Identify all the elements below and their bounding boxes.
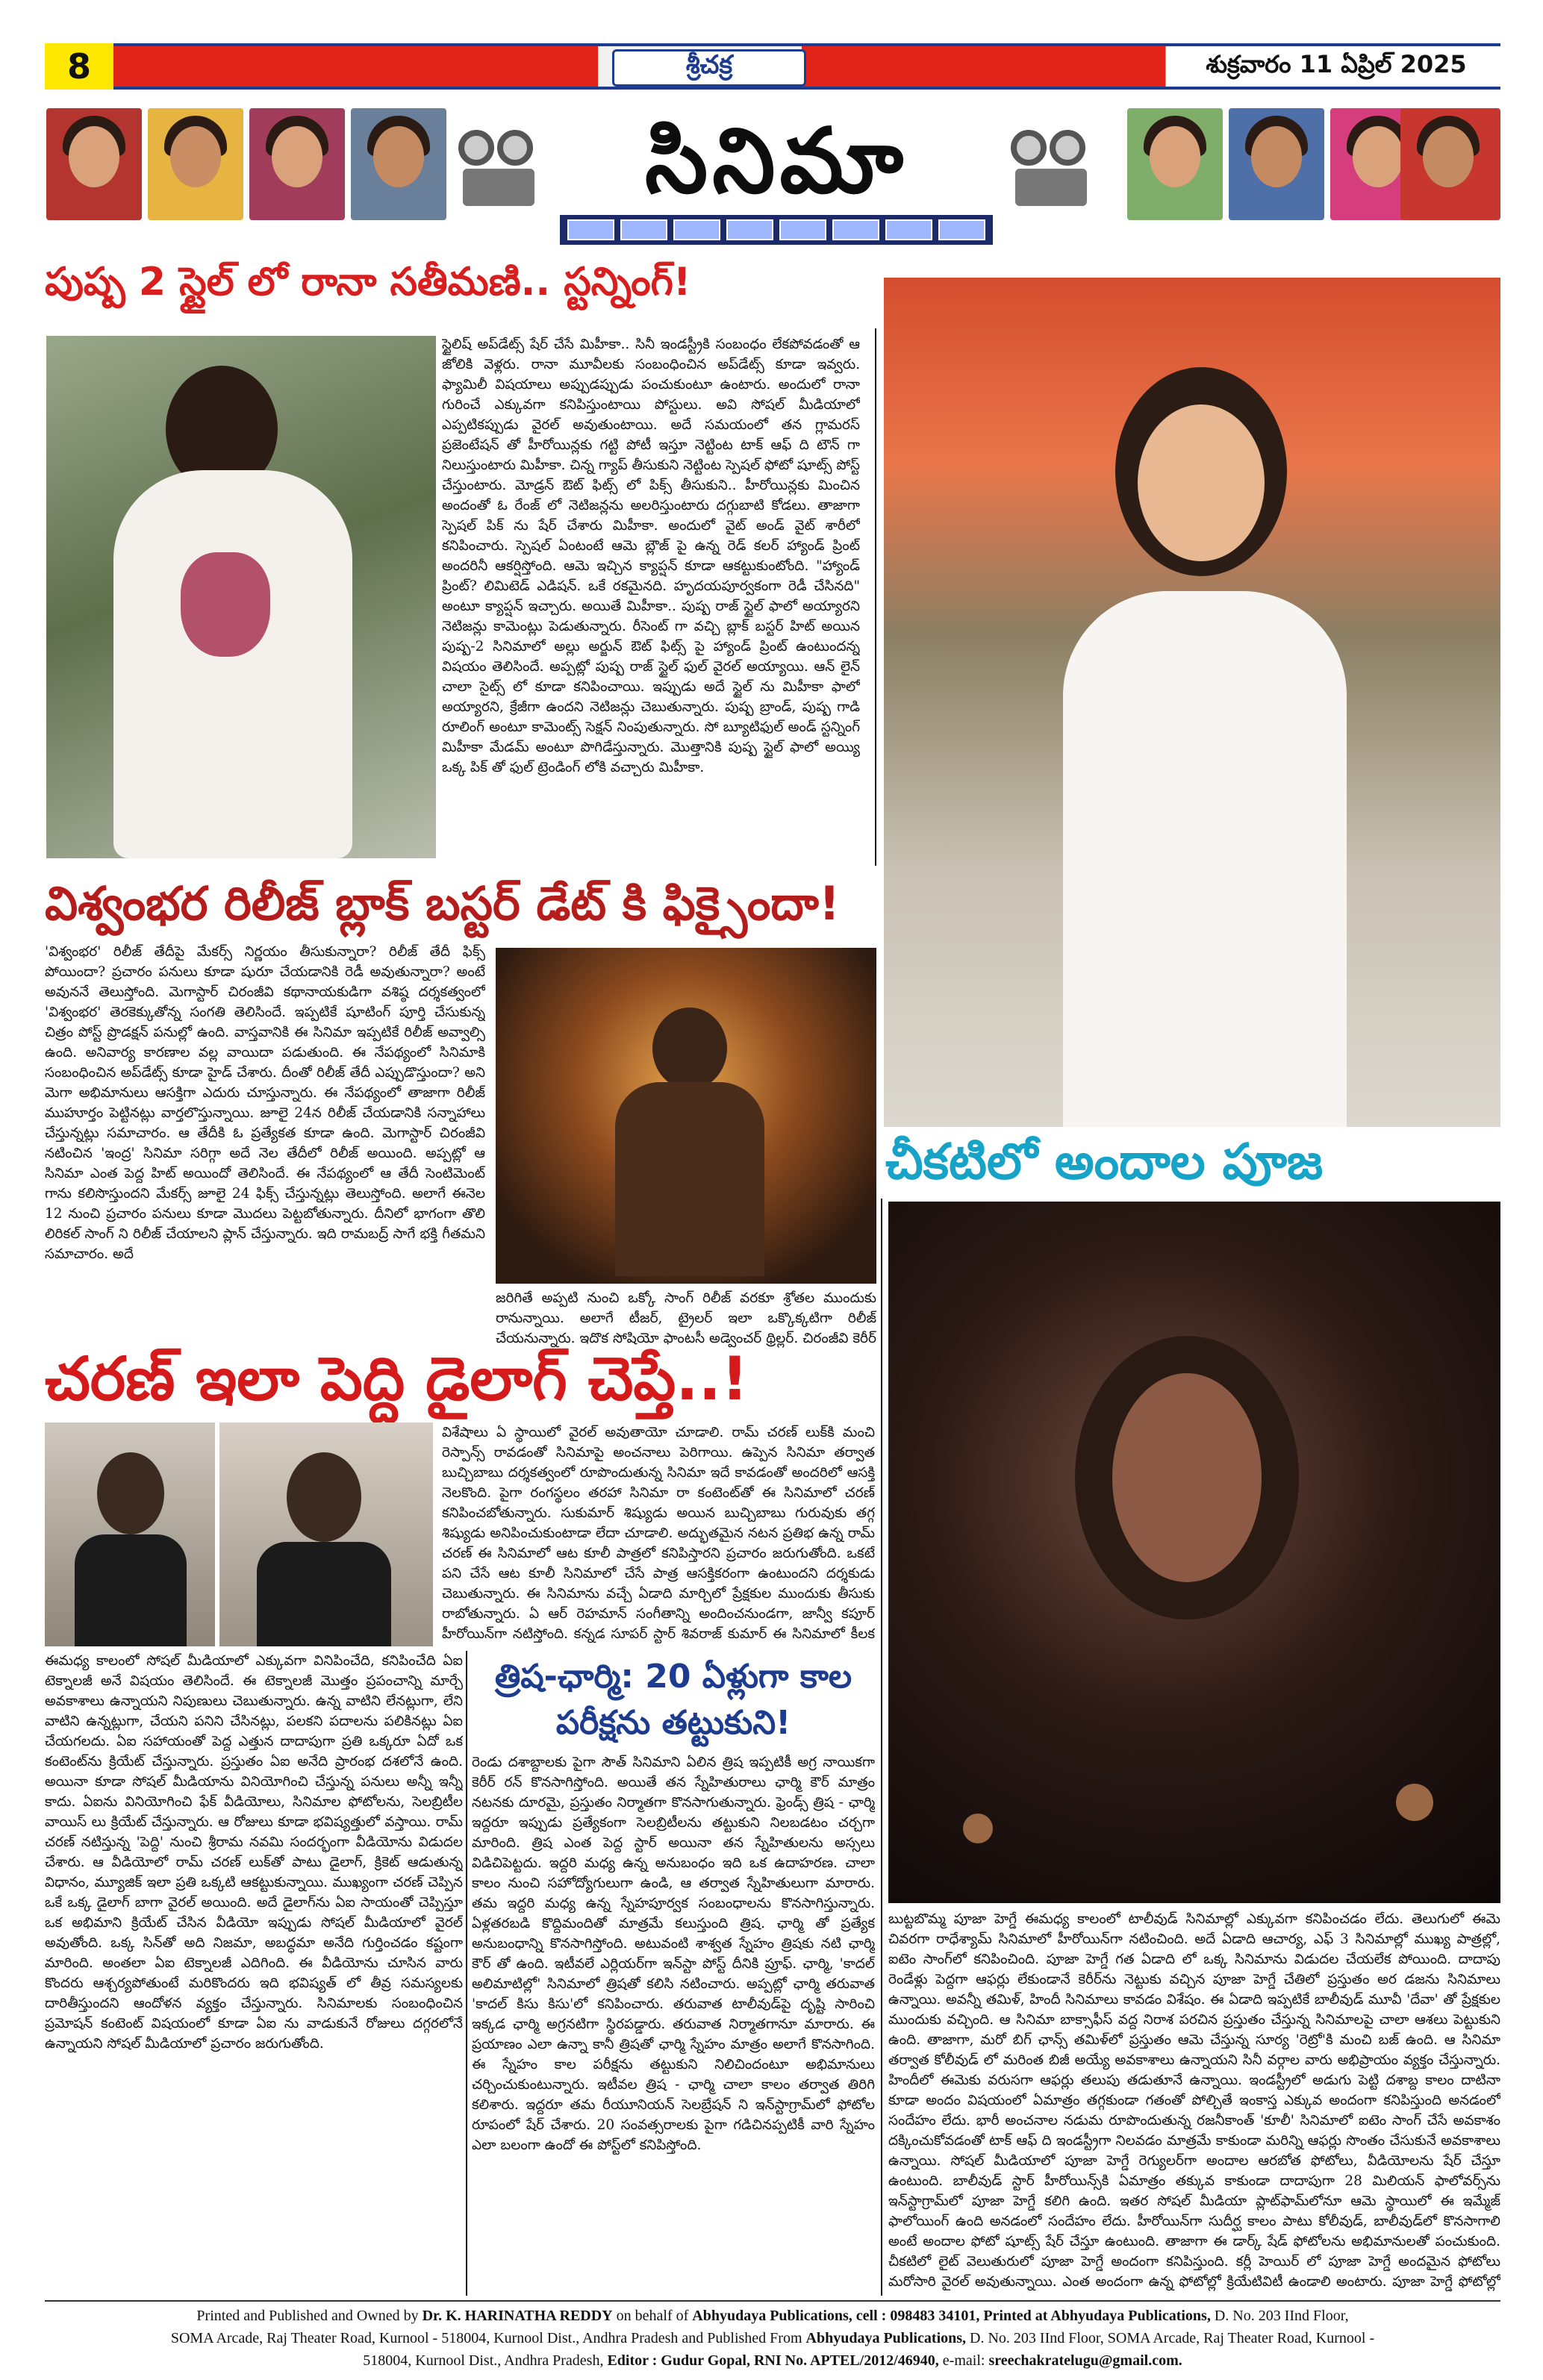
newspaper-logo: శ్రీచక్ర [612,49,806,87]
article1-body: స్టైలిష్ అప్‌డేట్స్ షేర్ చేసే మిహీకా.. సినీ ఇండస్ట్రీకి సంబంధం లేకపోవడంతో ఆ జోలికి వెళ్లరు. రానా మూవీలకు సంబంధించిన అప్‌డేట్స్ కూడా ఇవ్వరు. ఫ్యామిలీ విషయాలు అప్పుడప్పుడు పంచుకుంటూ ఉంటారు. అందులో రానా గురించే ఎక్కువగా కనిపిస్తుంటాయి పోస్టులు. అవి సోషల్ మీడియాలో ఎప్పటికప్పుడు వైరల్ అవుతుంటాయి. అదే సమయంలో తన గ్లామరస్ ప్రజెంటేషన్ తో హీరోయిన్లకు గట్టి పోటీ ఇస్తూ నెట్టింట టాక్ ఆఫ్ ది టౌన్ గా నిలుస్తుంటారు మిహీకా. చిన్న గ్యాప్ తీసుకుని నెట్టింట స్పెషల్ ఫోటో షూట్స్ పోస్ట్ చేస్తుంటారు. మోడ్రన్ ఔట్ ఫిట్స్ లో పిక్స్ తీసుకుని.. హీరోయిన్లకు మించిన అందంతో ఓ రేంజ్ లో నెటిజన్లను అలరిస్తుంటారు దగ్గుబాటి కోడలు. తాజాగా స్పెషల్ పిక్ ను షేర్ చేశారు మిహీకా. అందులో వైట్ అండ్ వైట్ శారీలో కనిపించారు. స్పెషల్ ఏంటంటే ఆమె బ్లౌజ్ పై ఉన్న రెడ్ కలర్ హ్యాండ్ ప్రింట్ అందరినీ ఆకర్షిస్తోంది. ఆమె ఇచ్చిన క్యాప్షన్ కూడా ఆకట్టుకుంటోంది. "హ్యాండ్ ప్రింట్? లిమిటెడ్ ఎడిషన్. ఒకే రకమైనది. హృదయపూర్వకంగా రెడీ చేసినది" అంటూ క్యాప్షన్ ఇచ్చారు. అయితే మిహీకా.. పుష్ప రాజ్ స్టైల్ ఫాలో అయ్యారని నెటిజన్లు కామెంట్లు పెడుతున్నారు. రీసెంట్ గా వచ్చి బ్లాక్ బస్టర్ హిట్ అయిన పుష్ప-2 సినిమాలో అల్లు అర్జున్ ఔట్ ఫిట్స్ పై హ్యాండ్ ప్రింట్ ఉంటుందన్న విషయం తెలిసిందే. అప్పట్లో పుష్ప రాజ్ స్టైల్ ఫుల్ వైరల్ అయ్యాయి. ఆన్ లైన్ చాలా సైట్స్ లో కూడా కనిపించాయి. ఇప్పుడు అదే స్టైల్ ను మిహీకా ఫాలో అయ్యారని, క్రేజీగా ఉందని నెటిజన్లు చెబుతున్నారు. పుష్ప బ్రాండ్, పుష్ప గాడి రూలింగ్ అంటూ కామెంట్స్ సెక్షన్ నింపుతున్నారు. సో బ్యూటిఫుల్ అండ్ స్టన్నింగ్ మిహీకా మేడమ్ అంటూ పొగిడేస్తున్నారు. మొత్తానికి పుష్ప స్టైల్ ఫాలో అయ్యి ఒక్క పిక్ తో ఫుల్ ట్రెండింగ్ లోకి వచ్చారు మిహీకా. [442,337,860,775]
celebrity-thumbnail [148,108,243,220]
article5-headline: త్రిష-ఛార్మి: 20 ఏళ్లుగా కాల పరీక్షను తట్టుకుని! [494,1658,852,1742]
section-title: సినిమా [645,110,908,213]
column-divider [881,1199,882,2296]
issue-date: శుక్రవారం 11 ఏప్రిల్ 2025 [1206,50,1467,78]
footer-line-2: SOMA Arcade, Raj Theater Road, Kurnool - 518004, Kurnool Dist., Andhra Pradesh and Published From Abhyudaya Publications, D. No. 203 IInd Floor, SOMA Arcade, Raj Theater Road, Kurnool - [170,2330,1375,2346]
article3-headline: చీకటిలో అందాల పూజ [885,1133,1324,1190]
filmstrip-decoration [560,215,993,245]
article2-headline: విశ్వంభర రిలీజ్ బ్లాక్ బస్టర్ డేట్ కి ఫిక్సైందా! [45,876,841,931]
cinema-section-banner [448,103,1105,252]
actress-photo-white-dress [884,278,1500,1127]
pooja-hegde-dark-photo [888,1202,1500,1903]
celebrity-thumbnail [249,108,345,220]
ram-charan-photo [45,1422,215,1646]
film-projector-icon [455,130,545,212]
column-divider [875,328,876,866]
article4-body-left: ఈమధ్య కాలంలో సోషల్ మీడియాలో ఎక్కువగా వినిపించేది, కనిపించేది ఏఐ టెక్నాలజీ అనే విషయం తెలిసిందే. ఈ టెక్నాలజీ మొత్తం ప్రపంచాన్ని మార్చే అవకాశాలు ఉన్నాయని నిపుణులు చెబుతున్నారు. ఉన్న వాటిని లేనట్లుగా, లేని వాటిని ఉన్నట్లుగా, చేయని పనిని చేసినట్లు, పలకని పదాలను పలికినట్లు ఏఐ చేయగలదు. ఏఐ సహాయంతో పెద్ద ఎత్తున దాదాపుగా ప్రతి ఒక్కరూ ఏదో ఒక కంటెంట్‌ను క్రియేట్ చేస్తున్నారు. ప్రస్తుతం ఏఐ అనేది ప్రారంభ దశలోనే ఉంది. అయినా కూడా సోషల్ మీడియాను వినియోగించి చేస్తున్న పనులు అన్నీ ఇన్నీ కాదు. ఏఐను వినియోగించి ఫేక్ వీడియోలు, సినిమాల ఫోటోలను, సెలబ్రిటీల వాయిస్ లు క్రియేట్ చేస్తున్నారు. ఆ రోజులు కూడా భవిష్యత్తులో వస్తాయి. రామ్ చరణ్ నటిస్తున్న 'పెద్ది' నుంచి శ్రీరామ నవమి సందర్భంగా వీడియోను విడుదల చేశారు. ఆ వీడియోలో రామ్ చరణ్ లుక్‌తో పాటు డైలాగ్, క్రికెట్ ఆడుతున్న విధానం, మ్యూజిక్ ఇలా ప్రతి ఒక్కటి ఆకట్టుకున్నాయి. ముఖ్యంగా చరణ్ చెప్పిన ఒకే ఒక్క డైలాగ్ బాగా వైరల్ అయింది. అదే డైలాగ్‌ను ఏఐ సాయంతో చెప్పిస్తూ ఒక అభిమాని క్రియేట్ చేసిన వీడియో ఇప్పుడు సోషల్ మీడియాలో వైరల్ అవుతోంది. ఒక్క సిన్‌తో అది నిజమా, అబద్ధమా అనేది గుర్తించడం కష్టంగా మారింది. అంతలా ఏఐ టెక్నాలజీ ఎదిగింది. ఈ వీడియోను చూసిన వారు కొందరు ఆశ్చర్యపోతుంటే మరికొందరు ఇది భవిష్యత్ లో తీవ్ర సమస్యలకు దారితీస్తుందని ఆందోళన వ్యక్తం చేస్తున్నారు. సినిమాలకు సంబంధించిన ప్రమోషన్ కంటెంట్ విషయంలో కూడా ఏఐ ను వాడుకునే రోజులు దగ్గరలోనే ఉన్నాయని సోషల్ మీడియాలో ప్రచారం జరుగుతోంది. [45,1653,463,2052]
article1-headline: పుష్ప 2 స్టైల్ లో రానా సతీమణి.. స్టన్నింగ్! [45,260,691,304]
article3-body: బుట్టబొమ్మ పూజా హెగ్డే ఈమధ్య కాలంలో టాలీవుడ్ సినిమాల్లో ఎక్కువగా కనిపించడం లేదు. తెలుగులో ఈమె చివరగా రాధేశ్యామ్ సినిమాలో హీరోయిన్‌గా నటించింది. అదే ఏడాది ఆచార్య, ఎఫ్ 3 సినిమాల్లో ముఖ్య పాత్రల్లో, ఐటెం సాంగ్‌లో కనిపించింది. పూజా హెగ్డే గత ఏడాది లో ఒక్క సినిమాను విడుదల చేయలేక పోయింది. దాదాపు రెండేళ్లు పెద్దగా ఆఫర్లు లేకుండానే కెరీర్‌ను నెట్టుకు వచ్చిన పూజా హెగ్డే చేతిలో ప్రస్తుతం అర డజను సినిమాలు ఉన్నాయి. అవన్నీ తమిళ్, హిందీ సినిమాలు కావడం విశేషం. ఈ ఏడాది ఇప్పటికే బాలీవుడ్ మూవీ 'దేవా' తో ప్రేక్షకుల ముందుకు వచ్చింది. ఆ సినిమా బాక్సాఫీస్ వద్ద నిరాశ పరచిన ప్రస్తుతం చేస్తున్న సినిమాలపై చాలా ఆశలు పెట్టుకుని ఉంది. తాజాగా, మరో బిగ్ ఛాన్స్ తమిళ్‌లో ప్రస్తుతం ఆమె చేస్తున్న సూర్య 'రెట్రో'కి మంచి బజ్ ఉంది. ఆ సినిమా తర్వాత కోలీవుడ్ లో మరింత బిజీ అయ్యే అవకాశాలు ఉన్నాయని సినీ వర్గాల వారు అభిప్రాయం వ్యక్తం చేస్తున్నారు. హిందీలో ఈమెకు వరుసగా ఆఫర్లు తలుపు తడుతూనే ఉన్నాయి. ఇండస్ట్రీలో అడుగు పెట్టి దశాబ్ద కాలం దాటినా కూడా అందం విషయంలో ఏమాత్రం తగ్గకుండా గతంతో పోల్చితే ఇంకాస్త ఎక్కువ అందంగా కనిపిస్తుంది అనడంలో సందేహం లేదు. భారీ అంచనాల నడుమ రూపొందుతున్న రజనీకాంత్ 'కూలీ' సినిమాలో ఐటెం సాంగ్ చేసే అవకాశం దక్కించుకోవడంతో టాక్ ఆఫ్ ది ఇండస్ట్రీగా నిలవడం మాత్రమే కాకుండా మరిన్ని ఆఫర్లు సొంతం చేసుకునే అవకాశాలు ఉన్నాయి. సోషల్ మీడియాలో పూజా హెగ్డే రెగ్యులర్‌గా అందాల ఆరబోత ఫోటోలు, వీడియోలను షేర్ చేస్తూ ఉంటుంది. బాలీవుడ్ స్టార్ హీరోయిన్స్‌కి ఏమాత్రం తక్కువ కాకుండా దాదాపుగా 28 మిలియన్ ఫాలోవర్స్‌ను ఇన్‌స్టాగ్రామ్‌లో పూజా హెగ్డే కలిగి ఉంది. ఇతర సోషల్ మీడియా ప్లాట్‌ఫామ్‌లోనూ ఆమె స్థాయిలో ఈ ఇమ్మేజ్ ఫాలోయింగ్ ఉంది అనడంలో సందేహం లేదు. హీరోయిన్‌గా సుదీర్ఘ కాలం పాటు కోలీవుడ్, బాలీవుడ్‌లో కొనసాగాలి అంటే అందాల ఫోటో షూట్స్ షేర్ చేస్తూ ఉంటుంది. తాజాగా ఈ డార్క్ షేడ్ ఫోటోలను అభిమానులతో పంచుకుంది. చీకటిలో లైట్ వెలుతురులో పూజా హెగ్డే అందంగా కనిపిస్తుంది. కర్లీ హెయిర్ లో పూజా హెగ్డే అందమైన ఫోటోలు మరోసారి వైరల్ అవుతున్నాయి. ఎంత అందంగా ఉన్న ఫోటోల్లో క్రియేటివిటీ ఉండాలి అంటారు. పూజా హెగ్డే ఫోటోల్లో [888,1911,1500,2290]
vishwambhara-poster [496,948,876,1284]
article2-body-right: జరిగితే అప్పటి నుంచి ఒక్కో సాంగ్ రిలీజ్ వరకూ శ్రోతల ముందుకు రానున్నాయి. అలాగే టీజర్, ట్రైలర్ ఇలా ఒక్కొక్కటిగా రిలీజ్ చేయనున్నారు. ఇదొక సోషియో ఫాంటసీ అడ్వెంచర్ థ్రిల్లర్. చిరంజీవి కెరీర్ [496,1290,876,1346]
footer-imprint [45,2300,1500,2375]
ram-charan-photo-2 [219,1422,433,1646]
article5-body: రెండు దశాబ్దాలకు పైగా సౌత్ సినిమాని ఏలిన త్రిష ఇప్పటికీ అగ్ర నాయికగా కెరీర్ రన్ కొనసాగిస్తోంది. అయితే తన స్నేహితురాలు ఛార్మి కౌర్ మాత్రం నటనకు దూరమై, ప్రస్తుతం నిర్మాతగా కొనసాగుతున్నారు. ఫ్రెండ్స్ త్రిష - ఛార్మి ఇద్దరూ ఇప్పుడు ప్రత్యేకంగా సెలబ్రిటీలను తట్టుకుని నిలబడటం చర్చగా మారింది. త్రిష ఎంత పెద్ద స్టార్ అయినా తన స్నేహితులను అస్సలు విడిచిపెట్టదు. ఇద్దరి మధ్య ఉన్న అనుబంధం ఇది ఒక ఉదాహరణ. చాలా కాలం నుంచి సహోద్యోగులుగా ఉండి, ఆ తర్వాత స్నేహితులుగా మారారు. తమ ఇద్దరి మధ్య ఉన్న స్నేహపూర్వక సంబంధాలను కొనసాగిస్తున్నారు. ఏళ్లతరబడి కొద్దిమందితో మాత్రమే కలుస్తుంది త్రిష. ఛార్మి తో ప్రత్యేక అనుబంధాన్ని కొనసాగిస్తోంది. అటువంటి శాశ్వత స్నేహం త్రిషకు నటి ఛార్మి కౌర్ తో ఉంది. ఇటీవలే ఎర్లియర్‌గా ఇన్‌స్టా పోస్ట్ దీనికి ప్రూఫ్. ఛార్మి, 'కాదల్ అలిమాటిల్లో' సినిమాలో త్రిషతో కలిసి నటించారు. అప్పట్లో ఛార్మి తరువాత 'కాదల్ కిసు కిసు'లో కనిపించారు. తరువాత టాలీవుడ్‌పై దృష్టి సారించి ఇక్కడ ఛార్మి అగ్రనటిగా స్థిరపడ్డారు. తరువాత నిర్మాతగానూ మారారు. ఈ ప్రయాణం ఎలా ఉన్నా కానీ త్రిషతో ఛార్మి స్నేహం మాత్రం అలాగే కొనసాగింది. ఈ స్నేహం కాల పరీక్షను తట్టుకుని నిలిచిందంటూ అభిమానులు చర్చించుకుంటున్నారు. ఇటీవల త్రిష - ఛార్మి చాలా కాలం తర్వాత తిరిగి కలిశారు. ఇద్దరూ తమ రీయూనియన్ సెలబ్రేషన్ ని ఇన్‌స్టాగ్రామ్‌లో ఫోటోల రూపంలో షేర్ చేశారు. 20 సంవత్సరాలకు పైగా గడిచినప్పటికీ వారి స్నేహం ఎలా బలంగా ఉందో ఈ పోస్ట్‌లో కనిపిస్తోంది. [472,1755,875,2153]
celebrity-thumbnail [1400,108,1500,220]
page-number: 8 [45,43,113,90]
footer-line-1: Printed and Published and Owned by Dr. K. HARINATHA REDDY on behalf of Abhyudaya Publications, cell : 098483 34101, Printed at Abhyudaya Publications, D. No. 203 IInd Floor, [196,2308,1349,2324]
footer-email-link[interactable]: sreechakratelugu@gmail.com. [988,2352,1182,2369]
mihika-photo [46,336,436,858]
hand-print-icon [181,552,270,657]
article4-headline: చరణ్ ఇలా పెద్ది డైలాగ్ చెప్తే..! [45,1344,749,1414]
article4-body-right: విశేషాలు ఏ స్థాయిలో వైరల్ అవుతాయో చూడాలి. రామ్ చరణ్ లుక్‌కి మంచి రెస్పాన్స్ రావడంతో సినిమాపై అంచనాలు పెరిగాయి. ఉప్పెన సినిమా తర్వాత బుచ్చిబాబు దర్శకత్వంలో రూపొందుతున్న సినిమా ఇదే కావడంతో అందరిలో ఆసక్తి నెలకొంది. పైగా రంగస్థలం తరహా సినిమా రా కంటెంట్‌తో ఈ సినిమాలో చరణ్ కనిపించబోతున్నారు. సుకుమార్ శిష్యుడు అయిన బుచ్చిబాబు గురువుకు తగ్గ శిష్యుడు అనిపించుకుంటాడా లేదా చూడాలి. అద్భుతమైన నటన ప్రతిభ ఉన్న రామ్ చరణ్ ఈ సినిమాలో ఆట కూలీ పాత్రలో కనిపిస్తారని ప్రచారం జరుగుతోంది. ఒకటే పని చేసే ఆట కూలీ సినిమాలో చేసే పాత్ర ఆసక్తికరంగా ఉంటుందని దర్శకుడు చెబుతున్నారు. ఈ సినిమాను వచ్చే ఏడాది మార్చిలో ప్రేక్షకుల ముందుకు తీసుకు రాబోతున్నారు. ఏ ఆర్ రెహమాన్ సంగీతాన్ని అందించనుండగా, జాన్వీ కపూర్ హీరోయిన్‌గా నటిస్తోంది. కన్నడ సూపర్ స్టార్ శివరాజ్ కుమార్ ఈ సినిమాలో కీలక [442,1425,875,1642]
article2-body-left: 'విశ్వంభర' రిలీజ్ తేదీపై మేకర్స్ నిర్ణయం తీసుకున్నారా? రిలీజ్ తేదీ ఫిక్స్ పోయిందా? ప్రచారం పనులు కూడా షురూ చేయడానికి రెడీ అవుతున్నారా? అంటే అవుననే తెలుస్తోంది. మెగాస్టార్ చిరంజీవి కథానాయకుడిగా వశిష్ఠ దర్శకత్వంలో 'విశ్వంభర' తెరకెక్కుతోన్న సంగతి తెలిసిందే. ఇప్పటికే షూటింగ్ పూర్తి చేసుకున్న చిత్రం పోస్ట్ ప్రొడక్షన్ పనుల్లో ఉంది. వాస్తవానికి ఈ సినిమా ఇప్పటికే రిలీజ్ అవ్వాల్సి ఉంది. అనివార్య కారణాల వల్ల వాయిదా పడుతుంది. ఈ నేపథ్యంలో సినిమాకి సంబంధించిన అప్‌డేట్స్ కూడా హైడ్ చేశారు. దీంతో రిలీజ్ తేదీ ఎప్పుడొస్తుందా? అని మెగా అభిమానులు ఆసక్తిగా ఎదురు చూస్తున్నారు. ఈ నేపథ్యంలో తాజాగా రిలీజ్ ముహూర్తం పెట్టినట్లు వార్తలొస్తున్నాయి. జూలై 24న రిలీజ్ చేయడానికి సన్నాహాలు చేస్తున్నట్లు సమాచారం. ఆ తేదీకి ఓ ప్రత్యేకత కూడా ఉంది. మెగాస్టార్ చిరంజీవి నటించిన 'ఇంద్ర' సినిమా సరిగ్గా అదే నెల తేదీలో రిలీజ్ అయింది. అప్పట్లో ఆ సినిమా ఎంత పెద్ద హిట్ అయిందో తెలిసిందే. ఈ నేపథ్యంలో ఆ తేదీ సెంటిమెంట్ గాను కలిసొస్తుందని మేకర్స్ జూలై 24 ఫిక్స్ చేస్తున్నట్లు తెలుస్తోంది. అలాగే ఈనెల 12 నుంచి ప్రచారం పనులు కూడా మొదలు పెట్టబోతున్నారు. దీనిలో భాగంగా తొలి లిరికల్ సాంగ్ ని రిలీజ్ చేయాలని ప్లాన్ చేస్తున్నారు. ఇది రామబద్ర్ సాగే భక్తి గీతమని సమాచారం. అదే [45,944,485,1262]
celebrity-thumbnail [1229,108,1324,220]
celebrity-thumbnail [46,108,142,220]
celebrity-thumbnail [351,108,446,220]
celebrity-thumbnail [1127,108,1223,220]
footer-line-3: 518004, Kurnool Dist., Andhra Pradesh, Editor : Gudur Gopal, RNI No. APTEL/2012/46940, e-mail: sreechakratelugu@gmail.com. [363,2352,1182,2369]
column-divider [466,1651,467,2296]
film-projector-icon [1008,130,1097,212]
